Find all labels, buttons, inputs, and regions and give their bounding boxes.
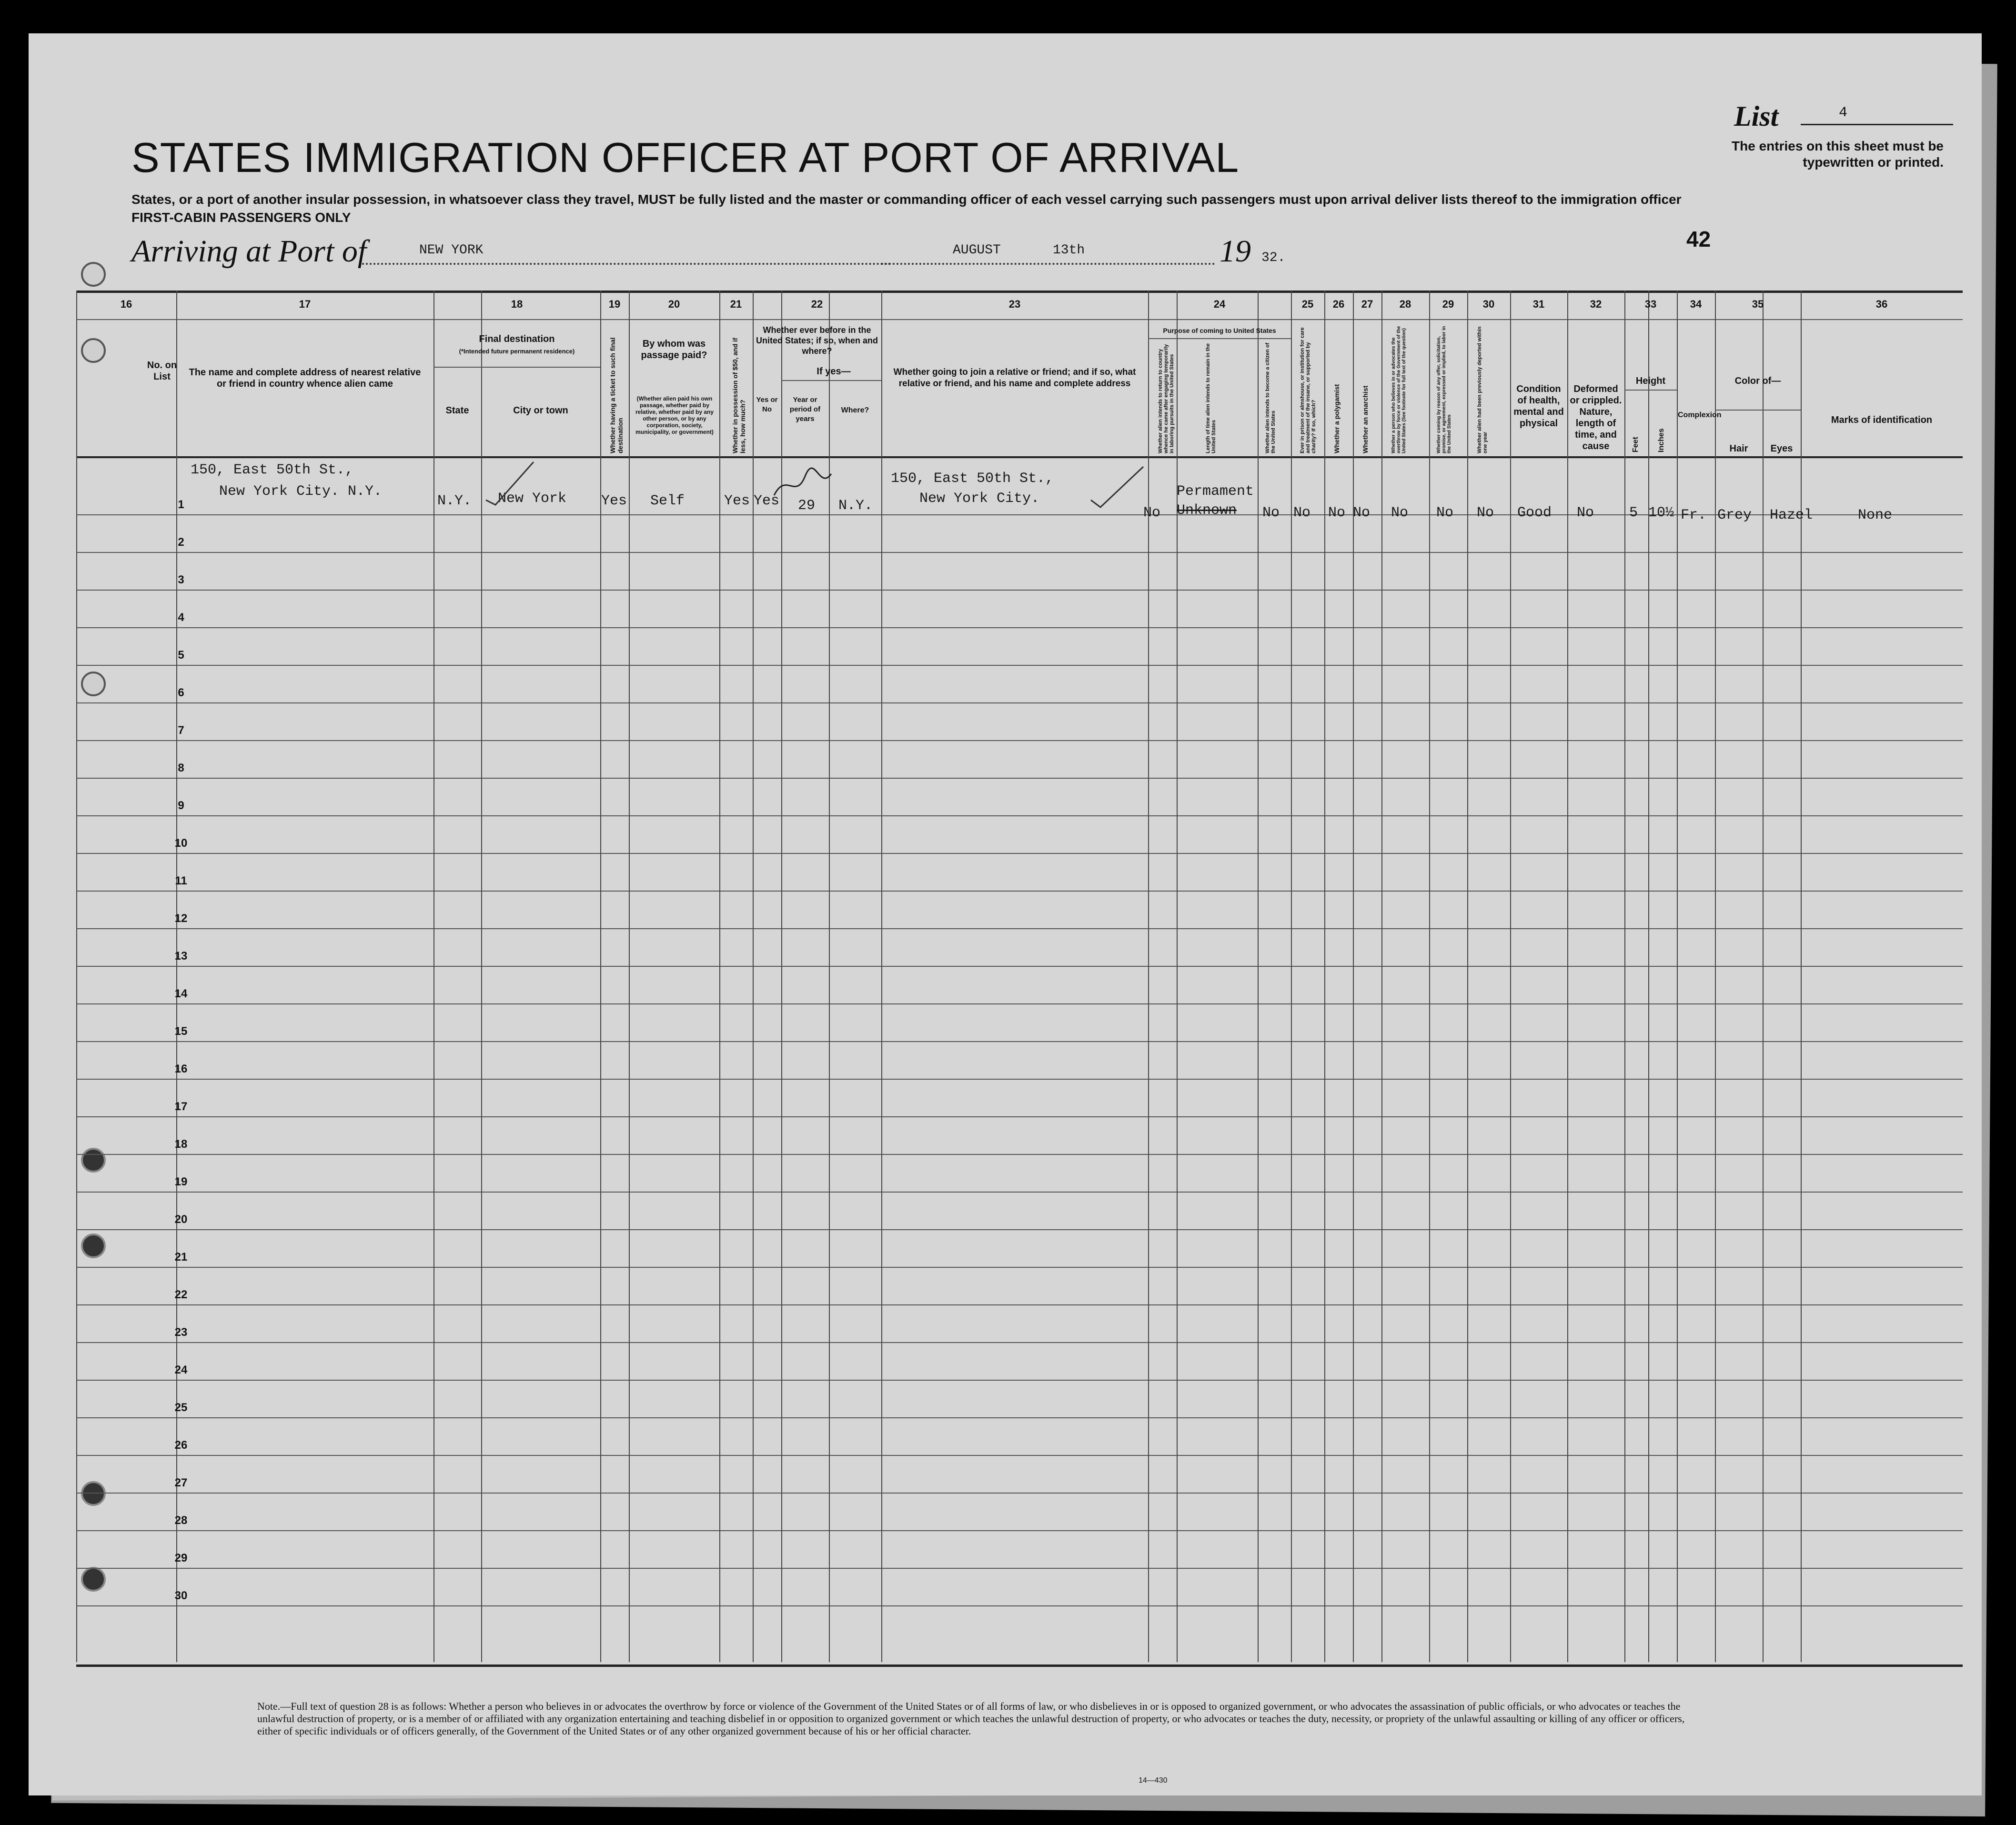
column-number: 21 <box>730 298 742 310</box>
column-number: 27 <box>1361 298 1373 310</box>
header-eyes: Eyes <box>1770 443 1793 454</box>
header-fifty-dollars: Whether in possession of $50, and if less, how much? <box>731 338 746 453</box>
row-rule <box>76 1041 1963 1042</box>
row-rule <box>76 778 1963 779</box>
row-rule <box>76 590 1963 591</box>
column-number: 30 <box>1482 298 1495 310</box>
row-number: 2 <box>178 536 184 549</box>
header-subrule <box>1624 390 1677 391</box>
row-number: 21 <box>174 1251 188 1263</box>
entry-health: Good <box>1517 505 1552 521</box>
column-rule <box>433 291 434 1662</box>
header-if-yes: If yes— <box>816 366 851 377</box>
column-rule <box>881 291 882 1662</box>
entry-ticket: Yes <box>601 493 627 509</box>
date-underline <box>881 261 1215 265</box>
header-subrule <box>781 380 881 381</box>
row-number: 6 <box>178 686 184 699</box>
row-rule <box>76 853 1963 854</box>
row-rule <box>76 891 1963 892</box>
row-number: 29 <box>174 1552 188 1564</box>
header-feet: Feet <box>1632 437 1640 452</box>
column-number: 18 <box>511 298 523 310</box>
check-mark-icon <box>1086 462 1148 510</box>
row-number: 15 <box>174 1025 188 1038</box>
entry-question-28: No <box>1391 505 1409 521</box>
row-rule <box>76 815 1963 816</box>
list-label: List <box>1734 100 1779 132</box>
entry-labor-offer: No <box>1436 505 1454 521</box>
row-rule <box>76 740 1963 741</box>
column-number: 36 <box>1875 298 1888 310</box>
subtitle <box>131 191 1682 227</box>
header-prison: Ever in prison or almshouse, or institution for care and treatment of the insane, or supported by charity? If so, which? <box>1300 327 1317 453</box>
header-length-stay: Length of time alien intends to remain in the United States <box>1205 343 1217 453</box>
column-rule <box>1324 291 1325 1662</box>
list-number: 4 <box>1801 105 1953 125</box>
row-rule <box>76 1417 1963 1418</box>
check-mark-icon <box>476 457 543 510</box>
header-subrule <box>1715 410 1801 411</box>
column-rule <box>1381 291 1382 1662</box>
row-number: 20 <box>174 1213 188 1226</box>
handwritten-annotation-icon <box>772 467 834 505</box>
column-number-rule <box>76 319 1963 320</box>
entry-deformed: No <box>1577 505 1594 521</box>
port-underline <box>362 261 891 265</box>
form-code: 14—430 <box>1139 1776 1168 1785</box>
header-labor-offer: Whether coming by reason of any offer, solicitation, promise, or agreement, expressed or implied, to labor in the United States <box>1436 326 1452 453</box>
column-number: 23 <box>1008 298 1021 310</box>
column-rule <box>629 291 630 1662</box>
row-number: 8 <box>178 762 184 774</box>
column-rule <box>1624 291 1625 1662</box>
binder-hole-icon <box>81 262 106 287</box>
column-number: 31 <box>1532 298 1545 310</box>
header-health: Condition of health, mental and physical <box>1513 384 1564 429</box>
header-polygamist: Whether a polygamist <box>1333 384 1341 453</box>
header-hair: Hair <box>1729 443 1748 454</box>
row-rule <box>76 1568 1963 1569</box>
column-number: 29 <box>1442 298 1454 310</box>
column-rule <box>1801 291 1802 1662</box>
entry-return-intent: No <box>1143 505 1161 521</box>
column-rule <box>1567 291 1568 1662</box>
header-color-of: Color of— <box>1734 376 1781 386</box>
row-rule <box>76 1116 1963 1117</box>
column-rule <box>1510 291 1511 1662</box>
column-number: 20 <box>668 298 680 310</box>
port-value: NEW YORK <box>419 243 484 258</box>
row-rule <box>76 966 1963 967</box>
row-rule <box>76 1342 1963 1343</box>
row-number: 19 <box>174 1175 188 1188</box>
row-number: 28 <box>174 1514 188 1527</box>
row-rule <box>76 514 1963 515</box>
entry-length-stay-struck: Unknown <box>1177 502 1237 519</box>
year-prefix: 19 <box>1220 234 1251 269</box>
header-before-in-us: Whether ever before in the United States; if so, when and where? <box>756 325 878 356</box>
row-number: 23 <box>174 1326 188 1339</box>
header-year: Year or period of years <box>789 396 821 423</box>
row-number: 18 <box>174 1138 188 1151</box>
column-number: 35 <box>1752 298 1764 310</box>
row-rule <box>76 552 1963 553</box>
typewritten-instruction: The entries on this sheet must be typewritten or printed. <box>1732 139 1944 170</box>
row-number: 7 <box>178 724 184 737</box>
column-number: 28 <box>1399 298 1411 310</box>
subtitle-class: FIRST-CABIN PASSENGERS ONLY <box>131 210 351 225</box>
row-rule <box>76 665 1963 666</box>
column-number: 25 <box>1301 298 1314 310</box>
row-number: 22 <box>174 1288 188 1301</box>
row-number: 13 <box>174 950 188 963</box>
column-rule <box>1763 291 1764 1662</box>
entry-deported: No <box>1477 505 1494 521</box>
footnote-question-28: Note.—Full text of question 28 is as follows: Whether a person who believes in or advocates the overthrow by force or violence of the Government of the United States or of all forms of law, or who disbelieves in or is opposed to organized government, or who advocates the assassination of public officials, or who advocates or teaches the unlawful destruction of property, or is a member of or affiliated with any organization entertaining and teaching disbelief in or opposition to organized government or which teaches the unlawful destruction of property, or who advocates or teaches the duty, necessity, or propriety of the unlawful assaulting or killing of any officer or officers, either of specific individuals or of officers generally, of the Government of the United States or of any other organized government because of his or her official character. <box>257 1700 1685 1737</box>
entry-join-address-line2: New York City. <box>919 491 1040 507</box>
row-rule <box>76 1154 1963 1155</box>
column-rule <box>1648 291 1649 1662</box>
row-rule <box>76 1304 1963 1305</box>
column-number: 22 <box>811 298 823 310</box>
row-number: 3 <box>178 573 184 586</box>
entry-eyes: Hazel <box>1770 507 1813 523</box>
header-question-28: Whether a person who believes in or advocates the overthrow by force or violence of the Government of the United States (See footnote for full text of the question) <box>1391 326 1407 453</box>
row-rule <box>76 1192 1963 1193</box>
header-subrule <box>433 367 600 368</box>
row-rule <box>76 702 1963 703</box>
header-no-on-list: No. on List <box>147 360 177 382</box>
row-number: 12 <box>174 912 188 925</box>
column-rule <box>1467 291 1468 1662</box>
header-destination-note: (*Intended future permanent residence) <box>459 348 575 355</box>
header-return-intent: Whether alien intends to return to country whence he came after engaging temporarily in laboring pursuits in the United States <box>1158 344 1175 453</box>
column-rule <box>1353 291 1354 1662</box>
row-number: 9 <box>178 799 184 812</box>
header-city: City or town <box>513 405 568 416</box>
header-deported: Whether alien had been previously deported within one year <box>1477 326 1488 453</box>
header-ticket: Whether having a ticket to such final destination <box>609 337 624 453</box>
header-inches: Inches <box>1657 428 1665 452</box>
row-number: 5 <box>178 649 184 662</box>
entry-relative-address-line2: New York City. N.Y. <box>219 483 383 500</box>
header-height: Height <box>1635 376 1666 386</box>
row-number: 26 <box>174 1439 188 1452</box>
entry-before-in-us: Yes <box>754 493 780 509</box>
column-number: 19 <box>608 298 621 310</box>
row-rule <box>76 928 1963 929</box>
column-rule <box>1429 291 1430 1662</box>
column-number: 34 <box>1690 298 1702 310</box>
page-number: 42 <box>1686 227 1711 251</box>
column-rule <box>719 291 720 1662</box>
column-number: 16 <box>120 298 132 310</box>
date-month: AUGUST <box>953 243 1001 258</box>
header-subrule <box>1148 338 1291 339</box>
row-number: 10 <box>174 837 188 850</box>
date-day: 13th <box>1053 243 1085 258</box>
row-rule <box>76 1605 1963 1606</box>
header-nearest-relative: The name and complete address of nearest relative or friend in country whence alien came <box>189 367 421 389</box>
column-rule <box>176 291 177 1662</box>
entry-join-address-line1: 150, East 50th St., <box>891 471 1054 487</box>
column-rule <box>76 291 77 1662</box>
entry-where: N.Y. <box>838 498 873 514</box>
row-number: 11 <box>175 874 187 887</box>
header-anarchist: Whether an anarchist <box>1361 385 1369 453</box>
row-rule <box>76 1493 1963 1494</box>
column-number: 17 <box>299 298 311 310</box>
header-final-destination: Final destination <box>479 334 555 344</box>
entry-feet: 5 <box>1629 505 1638 521</box>
row-number: 16 <box>174 1063 188 1075</box>
entry-relative-address-line1: 150, East 50th St., <box>191 462 354 478</box>
entry-passage-paid: Self <box>650 493 685 509</box>
entry-inches: 10½ <box>1648 505 1674 521</box>
column-rule <box>1677 291 1678 1662</box>
subtitle-line: States, or a port of another insular possession, in whatsoever class they travel, MUST be fully listed and the master or commanding officer of each vessel carrying such passengers must upon arrival deliver lists thereof to the immigration officer <box>131 192 1682 207</box>
header-citizen-intent: Whether alien intends to become a citizen of the United States <box>1265 342 1276 453</box>
row-rule <box>76 1380 1963 1381</box>
row-rule <box>76 1267 1963 1268</box>
header-marks: Marks of identification <box>1831 415 1933 425</box>
entry-anarchist: No <box>1353 505 1371 521</box>
row-rule <box>76 1530 1963 1531</box>
header-passage-note: (Whether alien paid his own passage, whether paid by relative, whether paid by any other person, or by any corporation, society, municipality, or government) <box>635 395 714 435</box>
header-complexion: Complexion <box>1678 411 1722 419</box>
arriving-label: Arriving at Port of <box>131 234 367 269</box>
column-rule <box>1258 291 1259 1662</box>
row-number: 17 <box>174 1100 188 1113</box>
header-where: Where? <box>841 406 869 414</box>
row-number: 27 <box>174 1476 188 1489</box>
column-number: 33 <box>1644 298 1657 310</box>
row-number: 1 <box>178 498 184 511</box>
row-number: 14 <box>174 987 188 1000</box>
entry-fifty-dollars: Yes <box>724 493 750 509</box>
column-number: 26 <box>1332 298 1345 310</box>
header-purpose: Purpose of coming to United States <box>1163 327 1276 334</box>
entry-city: New York <box>498 491 567 507</box>
row-number: 4 <box>178 611 184 624</box>
row-rule <box>76 1079 1963 1080</box>
entry-prison: No <box>1293 505 1311 521</box>
manifest-sheet <box>29 33 1982 1795</box>
row-number: 30 <box>174 1589 188 1602</box>
entry-year: 29 <box>798 498 816 514</box>
header-yes-no: Yes or No <box>756 396 778 413</box>
column-rule <box>1148 291 1149 1662</box>
row-rule <box>76 1003 1963 1004</box>
header-deformed: Deformed or crippled. Nature, length of time, and cause <box>1570 384 1622 451</box>
row-rule <box>76 1455 1963 1456</box>
year-suffix: 32. <box>1261 251 1286 265</box>
column-number: 24 <box>1213 298 1226 310</box>
row-rule <box>76 627 1963 628</box>
entry-complexion: Fr. <box>1681 507 1707 523</box>
entry-length-stay: Permament <box>1177 483 1254 500</box>
entry-state: N.Y. <box>437 493 472 509</box>
header-bottom-rule <box>76 456 1963 458</box>
entry-marks: None <box>1858 507 1893 523</box>
header-passage-paid: By whom was passage paid? <box>641 339 707 361</box>
entry-hair: Grey <box>1717 507 1752 523</box>
column-number: 32 <box>1590 298 1602 310</box>
entry-polygamist: No <box>1328 505 1346 521</box>
column-rule <box>1291 291 1292 1662</box>
header-join-relative: Whether going to join a relative or friend; and if so, what relative or friend, and his name and complete address <box>893 367 1136 389</box>
row-rule <box>76 1229 1963 1230</box>
page-title: STATES IMMIGRATION OFFICER AT PORT OF ARRIVAL <box>131 134 1240 181</box>
header-state: State <box>445 405 469 416</box>
column-rule <box>1715 291 1716 1662</box>
row-number: 25 <box>174 1401 188 1414</box>
row-number: 24 <box>174 1364 188 1376</box>
entry-citizen-intent: No <box>1262 505 1280 521</box>
